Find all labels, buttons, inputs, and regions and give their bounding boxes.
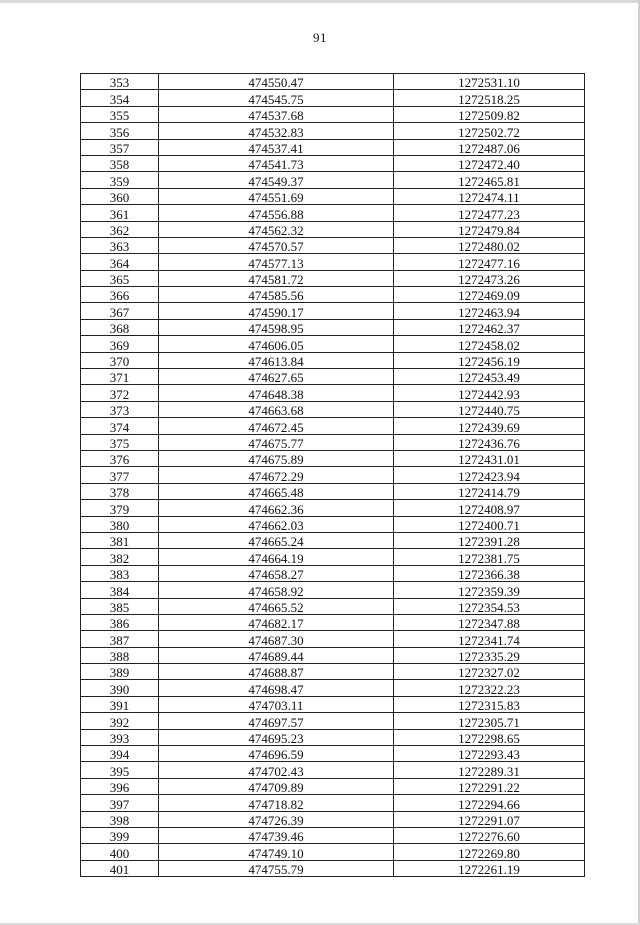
point-number-cell: 400 xyxy=(81,844,159,860)
y-coordinate-cell: 1272414.79 xyxy=(394,483,585,499)
point-number-cell: 394 xyxy=(81,746,159,762)
y-coordinate-cell: 1272305.71 xyxy=(394,713,585,729)
x-coordinate-cell: 474672.45 xyxy=(159,418,394,434)
y-coordinate-cell: 1272453.49 xyxy=(394,369,585,385)
point-number-cell: 369 xyxy=(81,336,159,352)
point-number-cell: 387 xyxy=(81,631,159,647)
point-number-cell: 358 xyxy=(81,155,159,171)
point-number-cell: 371 xyxy=(81,369,159,385)
y-coordinate-cell: 1272359.39 xyxy=(394,582,585,598)
y-coordinate-cell: 1272291.22 xyxy=(394,778,585,794)
y-coordinate-cell: 1272391.28 xyxy=(394,532,585,548)
table-row xyxy=(81,516,585,532)
table-row xyxy=(81,664,585,680)
table-row xyxy=(81,811,585,827)
x-coordinate-cell: 474545.75 xyxy=(159,90,394,106)
y-coordinate-cell: 1272436.76 xyxy=(394,434,585,450)
x-coordinate-cell: 474658.92 xyxy=(159,582,394,598)
table-row xyxy=(81,74,585,90)
point-number-cell: 401 xyxy=(81,860,159,876)
x-coordinate-cell: 474665.48 xyxy=(159,483,394,499)
x-coordinate-cell: 474658.27 xyxy=(159,565,394,581)
table-row xyxy=(81,385,585,401)
point-number-cell: 364 xyxy=(81,254,159,270)
table-row xyxy=(81,532,585,548)
table-row xyxy=(81,352,585,368)
x-coordinate-cell: 474695.23 xyxy=(159,729,394,745)
x-coordinate-cell: 474688.87 xyxy=(159,664,394,680)
y-coordinate-cell: 1272347.88 xyxy=(394,614,585,630)
table-row xyxy=(81,647,585,663)
table-row xyxy=(81,188,585,204)
x-coordinate-cell: 474672.29 xyxy=(159,467,394,483)
point-number-cell: 356 xyxy=(81,123,159,139)
x-coordinate-cell: 474562.32 xyxy=(159,221,394,237)
table-row xyxy=(81,860,585,876)
y-coordinate-cell: 1272479.84 xyxy=(394,221,585,237)
x-coordinate-cell: 474682.17 xyxy=(159,614,394,630)
point-number-cell: 366 xyxy=(81,287,159,303)
point-number-cell: 359 xyxy=(81,172,159,188)
x-coordinate-cell: 474541.73 xyxy=(159,155,394,171)
x-coordinate-cell: 474598.95 xyxy=(159,319,394,335)
x-coordinate-cell: 474537.41 xyxy=(159,139,394,155)
y-coordinate-cell: 1272518.25 xyxy=(394,90,585,106)
table-row xyxy=(81,549,585,565)
point-number-cell: 361 xyxy=(81,205,159,221)
x-coordinate-cell: 474702.43 xyxy=(159,762,394,778)
table-row xyxy=(81,287,585,303)
y-coordinate-cell: 1272298.65 xyxy=(394,729,585,745)
y-coordinate-cell: 1272291.07 xyxy=(394,811,585,827)
y-coordinate-cell: 1272381.75 xyxy=(394,549,585,565)
point-number-cell: 375 xyxy=(81,434,159,450)
table-row xyxy=(81,450,585,466)
x-coordinate-cell: 474739.46 xyxy=(159,827,394,843)
table-row xyxy=(81,696,585,712)
y-coordinate-cell: 1272531.10 xyxy=(394,74,585,90)
table-row xyxy=(81,631,585,647)
x-coordinate-cell: 474606.05 xyxy=(159,336,394,352)
table-row xyxy=(81,483,585,499)
table-row xyxy=(81,614,585,630)
point-number-cell: 391 xyxy=(81,696,159,712)
x-coordinate-cell: 474532.83 xyxy=(159,123,394,139)
table-row xyxy=(81,680,585,696)
y-coordinate-cell: 1272327.02 xyxy=(394,664,585,680)
x-coordinate-cell: 474585.56 xyxy=(159,287,394,303)
point-number-cell: 386 xyxy=(81,614,159,630)
point-number-cell: 384 xyxy=(81,582,159,598)
point-number-cell: 374 xyxy=(81,418,159,434)
table-row xyxy=(81,319,585,335)
y-coordinate-cell: 1272261.19 xyxy=(394,860,585,876)
y-coordinate-cell: 1272502.72 xyxy=(394,123,585,139)
x-coordinate-cell: 474537.68 xyxy=(159,106,394,122)
x-coordinate-cell: 474755.79 xyxy=(159,860,394,876)
table-row xyxy=(81,844,585,860)
x-coordinate-cell: 474613.84 xyxy=(159,352,394,368)
table-row xyxy=(81,221,585,237)
table-row xyxy=(81,827,585,843)
y-coordinate-cell: 1272289.31 xyxy=(394,762,585,778)
x-coordinate-cell: 474709.89 xyxy=(159,778,394,794)
y-coordinate-cell: 1272400.71 xyxy=(394,516,585,532)
table-row xyxy=(81,795,585,811)
point-number-cell: 353 xyxy=(81,74,159,90)
point-number-cell: 365 xyxy=(81,270,159,286)
point-number-cell: 390 xyxy=(81,680,159,696)
table-row xyxy=(81,418,585,434)
y-coordinate-cell: 1272269.80 xyxy=(394,844,585,860)
x-coordinate-cell: 474726.39 xyxy=(159,811,394,827)
point-number-cell: 363 xyxy=(81,237,159,253)
x-coordinate-cell: 474550.47 xyxy=(159,74,394,90)
point-number-cell: 383 xyxy=(81,565,159,581)
y-coordinate-cell: 1272294.66 xyxy=(394,795,585,811)
point-number-cell: 398 xyxy=(81,811,159,827)
point-number-cell: 399 xyxy=(81,827,159,843)
table-row xyxy=(81,467,585,483)
table-row xyxy=(81,369,585,385)
y-coordinate-cell: 1272462.37 xyxy=(394,319,585,335)
point-number-cell: 380 xyxy=(81,516,159,532)
point-number-cell: 368 xyxy=(81,319,159,335)
point-number-cell: 397 xyxy=(81,795,159,811)
y-coordinate-cell: 1272366.38 xyxy=(394,565,585,581)
y-coordinate-cell: 1272440.75 xyxy=(394,401,585,417)
point-number-cell: 393 xyxy=(81,729,159,745)
x-coordinate-cell: 474551.69 xyxy=(159,188,394,204)
y-coordinate-cell: 1272463.94 xyxy=(394,303,585,319)
y-coordinate-cell: 1272456.19 xyxy=(394,352,585,368)
point-number-cell: 376 xyxy=(81,450,159,466)
table-row xyxy=(81,90,585,106)
table-row xyxy=(81,778,585,794)
x-coordinate-cell: 474675.89 xyxy=(159,450,394,466)
table-row xyxy=(81,106,585,122)
table-row xyxy=(81,500,585,516)
point-number-cell: 373 xyxy=(81,401,159,417)
point-number-cell: 388 xyxy=(81,647,159,663)
table-row xyxy=(81,401,585,417)
point-number-cell: 389 xyxy=(81,664,159,680)
x-coordinate-cell: 474664.19 xyxy=(159,549,394,565)
point-number-cell: 357 xyxy=(81,139,159,155)
table-row xyxy=(81,565,585,581)
y-coordinate-cell: 1272469.09 xyxy=(394,287,585,303)
x-coordinate-cell: 474549.37 xyxy=(159,172,394,188)
table-row xyxy=(81,155,585,171)
y-coordinate-cell: 1272472.40 xyxy=(394,155,585,171)
y-coordinate-cell: 1272276.60 xyxy=(394,827,585,843)
x-coordinate-cell: 474703.11 xyxy=(159,696,394,712)
table-row xyxy=(81,254,585,270)
x-coordinate-cell: 474577.13 xyxy=(159,254,394,270)
x-coordinate-cell: 474697.57 xyxy=(159,713,394,729)
table-row xyxy=(81,237,585,253)
x-coordinate-cell: 474698.47 xyxy=(159,680,394,696)
y-coordinate-cell: 1272322.23 xyxy=(394,680,585,696)
point-number-cell: 392 xyxy=(81,713,159,729)
y-coordinate-cell: 1272439.69 xyxy=(394,418,585,434)
x-coordinate-cell: 474689.44 xyxy=(159,647,394,663)
point-number-cell: 360 xyxy=(81,188,159,204)
point-number-cell: 377 xyxy=(81,467,159,483)
coordinates-table-body xyxy=(81,74,585,877)
coordinates-table xyxy=(80,73,585,877)
point-number-cell: 355 xyxy=(81,106,159,122)
y-coordinate-cell: 1272487.06 xyxy=(394,139,585,155)
x-coordinate-cell: 474718.82 xyxy=(159,795,394,811)
table-row xyxy=(81,336,585,352)
table-row xyxy=(81,303,585,319)
point-number-cell: 396 xyxy=(81,778,159,794)
table-row xyxy=(81,598,585,614)
x-coordinate-cell: 474556.88 xyxy=(159,205,394,221)
x-coordinate-cell: 474675.77 xyxy=(159,434,394,450)
table-row xyxy=(81,270,585,286)
y-coordinate-cell: 1272474.11 xyxy=(394,188,585,204)
table-row xyxy=(81,205,585,221)
x-coordinate-cell: 474696.59 xyxy=(159,746,394,762)
y-coordinate-cell: 1272509.82 xyxy=(394,106,585,122)
x-coordinate-cell: 474662.36 xyxy=(159,500,394,516)
point-number-cell: 382 xyxy=(81,549,159,565)
y-coordinate-cell: 1272477.23 xyxy=(394,205,585,221)
table-row xyxy=(81,762,585,778)
y-coordinate-cell: 1272354.53 xyxy=(394,598,585,614)
table-row xyxy=(81,582,585,598)
x-coordinate-cell: 474749.10 xyxy=(159,844,394,860)
x-coordinate-cell: 474648.38 xyxy=(159,385,394,401)
table-row xyxy=(81,746,585,762)
point-number-cell: 395 xyxy=(81,762,159,778)
y-coordinate-cell: 1272423.94 xyxy=(394,467,585,483)
x-coordinate-cell: 474665.52 xyxy=(159,598,394,614)
y-coordinate-cell: 1272465.81 xyxy=(394,172,585,188)
y-coordinate-cell: 1272473.26 xyxy=(394,270,585,286)
point-number-cell: 370 xyxy=(81,352,159,368)
point-number-cell: 378 xyxy=(81,483,159,499)
page-number: 91 xyxy=(313,30,327,45)
x-coordinate-cell: 474627.65 xyxy=(159,369,394,385)
y-coordinate-cell: 1272480.02 xyxy=(394,237,585,253)
table-row xyxy=(81,434,585,450)
x-coordinate-cell: 474663.68 xyxy=(159,401,394,417)
x-coordinate-cell: 474570.57 xyxy=(159,237,394,253)
point-number-cell: 385 xyxy=(81,598,159,614)
table-row xyxy=(81,729,585,745)
point-number-cell: 379 xyxy=(81,500,159,516)
y-coordinate-cell: 1272442.93 xyxy=(394,385,585,401)
x-coordinate-cell: 474662.03 xyxy=(159,516,394,532)
y-coordinate-cell: 1272458.02 xyxy=(394,336,585,352)
point-number-cell: 372 xyxy=(81,385,159,401)
x-coordinate-cell: 474687.30 xyxy=(159,631,394,647)
x-coordinate-cell: 474665.24 xyxy=(159,532,394,548)
y-coordinate-cell: 1272293.43 xyxy=(394,746,585,762)
point-number-cell: 381 xyxy=(81,532,159,548)
x-coordinate-cell: 474581.72 xyxy=(159,270,394,286)
point-number-cell: 367 xyxy=(81,303,159,319)
table-row xyxy=(81,139,585,155)
point-number-cell: 354 xyxy=(81,90,159,106)
y-coordinate-cell: 1272431.01 xyxy=(394,450,585,466)
scan-edge-top xyxy=(0,0,640,3)
table-row xyxy=(81,713,585,729)
x-coordinate-cell: 474590.17 xyxy=(159,303,394,319)
y-coordinate-cell: 1272408.97 xyxy=(394,500,585,516)
y-coordinate-cell: 1272341.74 xyxy=(394,631,585,647)
table-row xyxy=(81,123,585,139)
table-row xyxy=(81,172,585,188)
y-coordinate-cell: 1272477.16 xyxy=(394,254,585,270)
y-coordinate-cell: 1272335.29 xyxy=(394,647,585,663)
point-number-cell: 362 xyxy=(81,221,159,237)
y-coordinate-cell: 1272315.83 xyxy=(394,696,585,712)
